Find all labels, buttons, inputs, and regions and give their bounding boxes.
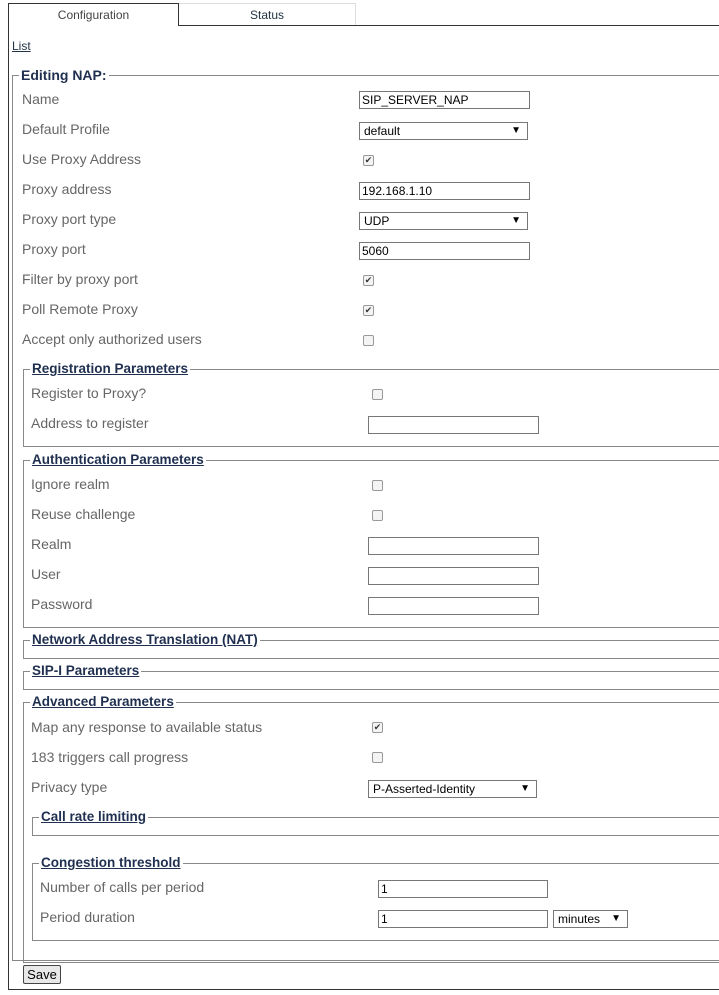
- accept-auth-checkbox[interactable]: [363, 335, 374, 346]
- map-response-checkbox[interactable]: [372, 722, 383, 733]
- proxy-port-label: Proxy port: [22, 241, 86, 257]
- ignore-realm-checkbox[interactable]: [372, 480, 383, 491]
- check-icon: ✔: [364, 155, 373, 165]
- password-input[interactable]: [368, 597, 539, 615]
- use-proxy-checkbox[interactable]: [363, 155, 374, 166]
- realm-input[interactable]: [368, 537, 539, 555]
- poll-proxy-label: Poll Remote Proxy: [22, 301, 138, 317]
- register-checkbox[interactable]: [372, 389, 383, 400]
- poll-proxy-checkbox[interactable]: [363, 305, 374, 316]
- privacy-type-label: Privacy type: [31, 779, 108, 795]
- proxy-port-type-label: Proxy port type: [22, 211, 117, 227]
- nat-legend[interactable]: Network Address Translation (NAT): [32, 632, 258, 647]
- name-label: Name: [22, 91, 60, 107]
- tab-status[interactable]: Status: [178, 3, 356, 25]
- address-register-label: Address to register: [31, 415, 149, 431]
- reuse-challenge-checkbox[interactable]: [372, 510, 383, 521]
- period-unit-select[interactable]: [553, 910, 628, 928]
- advanced-legend[interactable]: Advanced Parameters: [32, 694, 174, 709]
- proxy-port-type-select[interactable]: [359, 212, 528, 230]
- nat-fieldset: [23, 632, 719, 659]
- congestion-legend[interactable]: Congestion threshold: [41, 855, 181, 870]
- map-response-label: Map any response to available status: [31, 719, 263, 735]
- congestion-fieldset: [32, 855, 719, 941]
- default-profile-label: Default Profile: [22, 121, 110, 137]
- check-icon: ✔: [364, 305, 373, 315]
- call-rate-legend[interactable]: Call rate limiting: [41, 809, 147, 824]
- save-button[interactable]: Save: [23, 965, 61, 984]
- dropdown-arrow-icon: ▼: [520, 783, 530, 794]
- calls-per-period-label: Number of calls per period: [40, 879, 205, 895]
- privacy-type-select[interactable]: [368, 780, 537, 798]
- check-icon: ✔: [373, 722, 382, 732]
- period-duration-input[interactable]: [378, 910, 548, 928]
- dropdown-arrow-icon: ▼: [511, 125, 521, 136]
- triggers-183-label: 183 triggers call progress: [31, 749, 189, 765]
- filter-port-checkbox[interactable]: [363, 275, 374, 286]
- user-label: User: [31, 566, 61, 582]
- reuse-challenge-label: Reuse challenge: [31, 506, 136, 522]
- list-link[interactable]: List: [12, 39, 31, 53]
- accept-auth-label: Accept only authorized users: [22, 331, 202, 347]
- proxy-address-label: Proxy address: [22, 181, 112, 197]
- proxy-port-input[interactable]: [359, 242, 530, 260]
- sipi-fieldset: [23, 663, 719, 690]
- editing-nap-legend: Editing NAP:: [21, 67, 107, 83]
- triggers-183-checkbox[interactable]: [372, 752, 383, 763]
- calls-per-period-input[interactable]: [378, 880, 548, 898]
- period-duration-label: Period duration: [40, 909, 135, 925]
- tab-configuration[interactable]: Configuration: [8, 3, 179, 26]
- default-profile-value: default: [364, 124, 401, 138]
- dropdown-arrow-icon: ▼: [611, 913, 621, 924]
- realm-label: Realm: [31, 536, 72, 552]
- user-input[interactable]: [368, 567, 539, 585]
- registration-fieldset: [23, 361, 719, 447]
- use-proxy-label: Use Proxy Address: [22, 151, 142, 167]
- address-register-input[interactable]: [368, 416, 539, 434]
- registration-legend[interactable]: Registration Parameters: [32, 361, 189, 376]
- ignore-realm-label: Ignore realm: [31, 476, 110, 492]
- register-label: Register to Proxy?: [31, 385, 147, 401]
- period-unit-value: minutes: [558, 912, 601, 926]
- name-input[interactable]: [359, 91, 530, 109]
- filter-port-label: Filter by proxy port: [22, 271, 138, 287]
- privacy-type-value: P-Asserted-Identity: [373, 782, 476, 796]
- sipi-legend[interactable]: SIP-I Parameters: [32, 663, 140, 678]
- check-icon: ✔: [364, 275, 373, 285]
- proxy-port-type-value: UDP: [364, 214, 390, 228]
- call-rate-fieldset: [32, 809, 719, 836]
- dropdown-arrow-icon: ▼: [511, 215, 521, 226]
- default-profile-select[interactable]: [359, 122, 528, 140]
- password-label: Password: [31, 596, 93, 612]
- proxy-address-input[interactable]: [359, 182, 530, 200]
- authentication-legend[interactable]: Authentication Parameters: [32, 452, 204, 467]
